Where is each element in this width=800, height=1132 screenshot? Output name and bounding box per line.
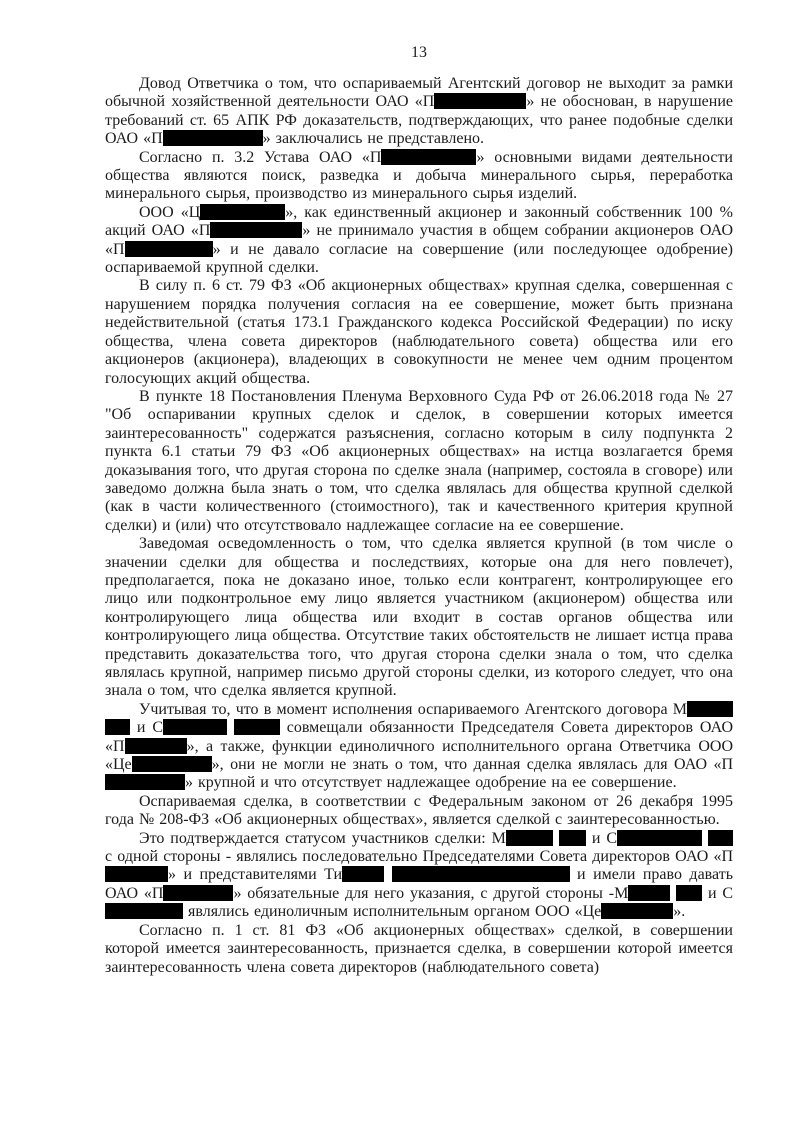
paragraph-text: совмещали обязанности Председателя Совета директоров ОАО «П bbox=[105, 719, 733, 755]
paragraph-text: » не принимало участия в общем собрании акционеров ОАО «П bbox=[105, 222, 733, 258]
redaction-box bbox=[342, 866, 384, 882]
redaction-box bbox=[125, 738, 187, 754]
paragraph-text: и имели право давать ОАО «П bbox=[105, 866, 733, 902]
redaction-box bbox=[381, 149, 476, 165]
redaction-box bbox=[676, 885, 702, 901]
paragraph-text: » крупной и что отсутствует надлежащее одобрение на ее совершение. bbox=[185, 774, 677, 792]
paragraph-text: Оспариваемая сделка, в соответствии с Федеральным законом от 26 декабря 1995 года № 208-ФЗ «Об акционерных обществах», является сделкой с заинтересованностью. bbox=[105, 792, 733, 829]
paragraph bbox=[105, 149, 733, 204]
paragraph-text bbox=[384, 866, 391, 883]
paragraph-text bbox=[227, 719, 234, 736]
redaction-box bbox=[105, 866, 168, 882]
redaction-box bbox=[105, 719, 130, 735]
redaction-box bbox=[434, 93, 526, 109]
redaction-box bbox=[163, 719, 227, 735]
paragraph-text: ООО «Ц bbox=[139, 203, 201, 221]
paragraph-text: и С bbox=[702, 884, 734, 902]
paragraph-text: с одной стороны - являлись последовательно Председателями Совета директоров ОАО «П bbox=[105, 848, 733, 866]
redaction-box bbox=[559, 830, 586, 846]
paragraph-text: Довод Ответчика о том, что оспариваемый Агентский договор не выходит за рамки обычной хозяйственной деятельности ОАО «П bbox=[105, 75, 733, 111]
document-body bbox=[105, 75, 733, 977]
paragraph-text: » обязательные для него указания, с другой стороны -М bbox=[233, 884, 629, 902]
paragraph-text: Согласно п. 1 ст. 81 ФЗ «Об акционерных обществах» сделкой, в совершении которой имеется заинтересованность, признается сделка, в совершении которой имеется заинтересованность члена совета директоров (наблюдательного совета) bbox=[105, 921, 733, 976]
paragraph-text: » не обоснован, в нарушение требований ст. 65 АПК РФ доказательств, подтверждающих, что ранее подобные сделки ОАО «П bbox=[105, 93, 733, 148]
paragraph bbox=[105, 922, 733, 977]
paragraph-text: » заключались не представлено. bbox=[262, 130, 485, 148]
paragraph-text: », а также, функции единоличного исполнительного органа Ответчика ООО «Це bbox=[105, 737, 733, 774]
paragraph-text: Согласно п. 3.2 Устава ОАО «П bbox=[139, 148, 382, 166]
paragraph-text: » основными видами деятельности общества являются поиск, разведка и добыча минерального сырья, переработка минерального сырья, производство из минерального сырья изделий. bbox=[105, 148, 733, 203]
paragraph bbox=[105, 388, 733, 535]
page-number: 13 bbox=[411, 44, 427, 61]
redaction-box bbox=[628, 885, 670, 901]
paragraph-text: Это подтверждается статусом участников сделки: М bbox=[139, 829, 506, 847]
paragraph bbox=[105, 277, 733, 387]
redaction-box bbox=[105, 903, 183, 919]
redaction-box bbox=[506, 830, 553, 846]
paragraph-text: », как единственный акционер и законный собственник 100 % акций ОАО «П bbox=[105, 203, 734, 240]
paragraph-text: Заведомая осведомленность о том, что сделка является крупной (в том числе о значении сделки для общества и последствиях, которые она для него повлечет), предполагается, пока не доказано иное, только если контрагент, контролирующее его лицо или подконтрольное ему лицо является участником (акционером) общества или контролирующего лица общества или входит в состав органов общества или контролирующего лица общества. Отсутствие таких обстоятельств не лишает истца права представить доказательства того, что другая сторона сделки знала о том, что сделка являлась крупной, например письмо другой стороны сделки, из которого следует, что она знала о том, что сделка является крупной. bbox=[105, 535, 733, 700]
paragraph-text: », они не могли не знать о том, что данная сделка являлась для ОАО «П bbox=[211, 756, 733, 774]
paragraph-text: ». bbox=[673, 903, 686, 921]
paragraph-text: Учитывая то, что в момент исполнения оспариваемого Агентского договора М bbox=[139, 700, 687, 718]
redaction-box bbox=[601, 903, 673, 919]
paragraph-text: В пункте 18 Постановления Пленума Верховного Суда РФ от 26.06.2018 года № 27 "Об оспаривании крупных сделок и сделок, в совершении которых имеется заинтересованность" содержатся разъяснения, согласно которым в силу подпункта 2 пункта 6.1 статьи 79 ФЗ «Об акционерных обществах» на истца возлагается бремя доказывания того, что другая сторона по сделке знала (например, состояла в сговоре) или заведомо должна была знать о том, что сделка являлась для общества крупной сделкой (как в части количественного (стоимостного), так и качественного критерия крупной сделки) и (или) что отсутствовало надлежащее согласие на ее совершение. bbox=[105, 387, 733, 534]
redaction-box bbox=[234, 719, 280, 735]
redaction-box bbox=[617, 830, 702, 846]
redaction-box bbox=[687, 701, 733, 717]
paragraph bbox=[105, 701, 733, 793]
redaction-box bbox=[392, 866, 570, 882]
paragraph-text: и С bbox=[130, 719, 164, 737]
paragraph bbox=[105, 204, 733, 278]
paragraph-text: являлись единоличным исполнительным органом ООО «Це bbox=[183, 903, 602, 921]
paragraph-text: В силу п. 6 ст. 79 ФЗ «Об акционерных обществах» крупная сделка, совершенная с нарушением порядка получения согласия на ее совершение, может быть признана недействительной (статья 173.1 Гражданского кодекса Российской Федерации) по иску общества, члена совета директоров (наблюдательного совета) общества или его акционеров (акционера), владеющих в совокупности не менее чем одним процентом голосующих акций общества. bbox=[105, 277, 733, 387]
paragraph bbox=[105, 830, 733, 922]
redaction-box bbox=[210, 222, 302, 238]
paragraph bbox=[105, 75, 733, 149]
redaction-box bbox=[105, 774, 185, 790]
redaction-box bbox=[163, 885, 233, 901]
redaction-box bbox=[163, 130, 263, 146]
redaction-box bbox=[125, 241, 213, 257]
redaction-box bbox=[132, 756, 212, 772]
paragraph-text: и С bbox=[585, 829, 618, 847]
redaction-box bbox=[200, 204, 285, 220]
paragraph-text: » и не давало согласие на совершение (или последующее одобрение) оспариваемой крупной сделки. bbox=[105, 240, 733, 277]
paragraph-text: » и представителями Ти bbox=[168, 866, 343, 884]
paragraph bbox=[105, 535, 733, 701]
redaction-box bbox=[708, 830, 733, 846]
paragraph bbox=[105, 793, 733, 830]
